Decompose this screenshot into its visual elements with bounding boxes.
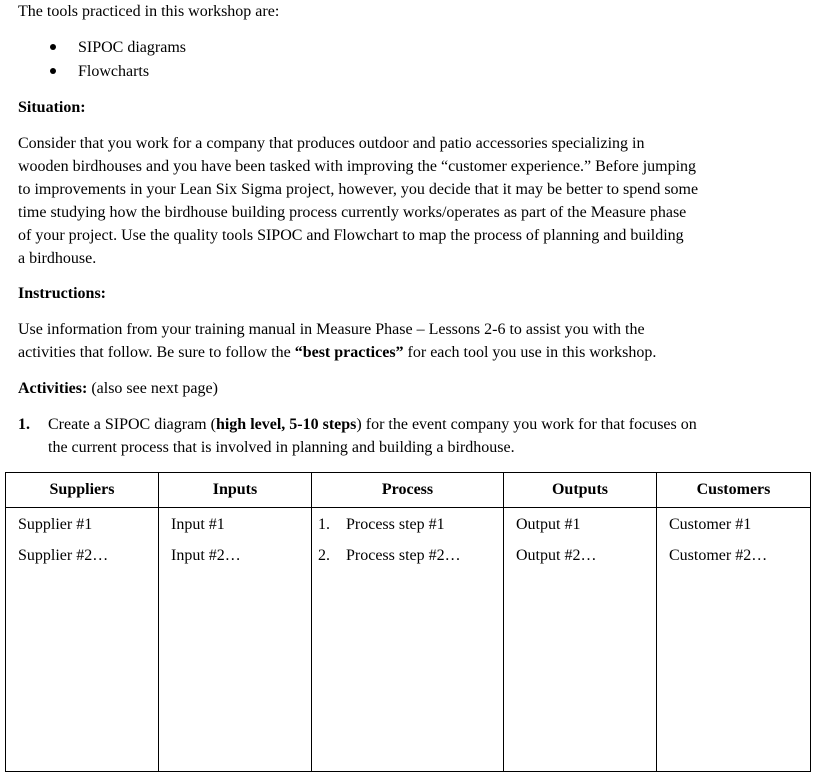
- situation-line: Consider that you work for a company that produces outdoor and patio accessories specializing in: [18, 135, 645, 152]
- activities-heading: [18, 377, 218, 400]
- input-entry: Input #2…: [171, 547, 241, 564]
- sipoc-body-row: [6, 508, 811, 772]
- activity-number: 1.: [18, 416, 30, 433]
- process-step-number: 2.: [318, 547, 330, 564]
- situation-heading: Situation:: [18, 99, 86, 116]
- tool-item-flowcharts: Flowcharts: [78, 63, 150, 80]
- input-entry: Input #1: [171, 516, 225, 533]
- sipoc-header-process: Process: [312, 473, 504, 508]
- activity-text: ) for the event company you work for that focuses on: [356, 416, 697, 433]
- activity-emphasis: high level, 5-10 steps: [215, 416, 357, 433]
- activity-item-line: [48, 413, 808, 436]
- sipoc-header-inputs: Inputs: [159, 473, 312, 508]
- process-step-text: Process step #2…: [346, 547, 461, 564]
- bullet-dot-icon: [50, 44, 56, 50]
- activities-note: (also see next page): [87, 380, 218, 397]
- supplier-entry: Supplier #2…: [18, 547, 109, 564]
- process-step: [318, 544, 503, 567]
- activities-label: Activities:: [18, 380, 88, 397]
- sipoc-header-suppliers: Suppliers: [6, 473, 159, 508]
- instructions-text: activities that follow. Be sure to follow the: [18, 344, 295, 361]
- activity-text: Create a SIPOC diagram (: [48, 416, 216, 433]
- sipoc-cell-outputs[interactable]: [504, 508, 657, 772]
- tools-intro: The tools practiced in this workshop are:: [18, 3, 280, 20]
- sipoc-header-customers: Customers: [657, 473, 811, 508]
- situation-line: a birdhouse.: [18, 250, 97, 267]
- process-step: [318, 513, 503, 536]
- bullet-dot-icon: [50, 68, 56, 74]
- situation-line: to improvements in your Lean Six Sigma project, however, you decide that it may be better to spend some: [18, 181, 699, 198]
- situation-line: of your project. Use the quality tools SIPOC and Flowchart to map the process of planning and building: [18, 227, 684, 244]
- activity-item-line: the current process that is involved in planning and building a birdhouse.: [48, 439, 515, 456]
- sipoc-cell-customers[interactable]: [657, 508, 811, 772]
- process-step-number: 1.: [318, 516, 330, 533]
- process-step-text: Process step #1: [346, 516, 445, 533]
- supplier-entry: Supplier #1: [18, 516, 93, 533]
- instructions-text: for each tool you use in this workshop.: [403, 344, 657, 361]
- best-practices-emphasis: “best practices”: [294, 344, 404, 361]
- instructions-heading: Instructions:: [18, 285, 107, 302]
- output-entry: Output #2…: [516, 547, 597, 564]
- customer-entry: Customer #1: [669, 516, 752, 533]
- instructions-line: [18, 341, 656, 364]
- situation-line: wooden birdhouses and you have been tasked with improving the “customer experience.” Before jumping: [18, 158, 697, 175]
- sipoc-header-outputs: Outputs: [504, 473, 657, 508]
- sipoc-table: [5, 472, 811, 772]
- output-entry: Output #1: [516, 516, 581, 533]
- instructions-line: Use information from your training manual in Measure Phase – Lessons 2-6 to assist you with the: [18, 321, 645, 338]
- tool-item-sipoc: SIPOC diagrams: [78, 39, 186, 56]
- situation-line: time studying how the birdhouse building process currently works/operates as part of the Measure phase: [18, 204, 687, 221]
- sipoc-header-row: [6, 473, 811, 508]
- customer-entry: Customer #2…: [669, 547, 768, 564]
- sipoc-cell-inputs[interactable]: [159, 508, 312, 772]
- sipoc-cell-process[interactable]: [312, 508, 504, 772]
- sipoc-cell-suppliers[interactable]: [6, 508, 159, 772]
